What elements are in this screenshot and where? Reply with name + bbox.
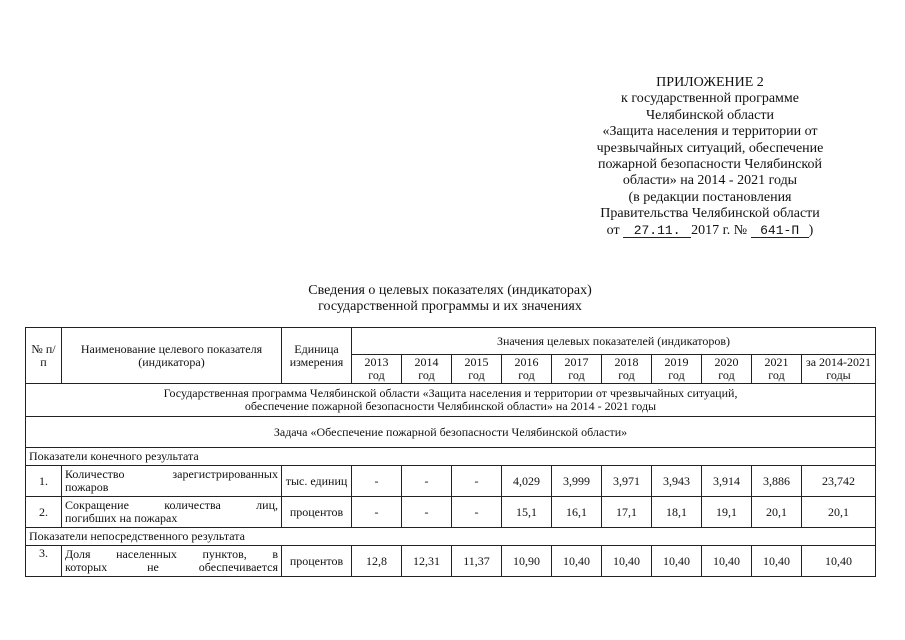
appendix-title: ПРИЛОЖЕНИЕ 2	[656, 75, 764, 90]
row-value: 18,1	[652, 497, 702, 528]
header-year: 2015 год	[452, 355, 502, 384]
row-name-line: Количество зарегистрированных	[65, 467, 278, 481]
section-row	[26, 448, 876, 466]
row-value: 10,40	[602, 546, 652, 577]
row-value-total: 23,742	[802, 466, 876, 497]
row-value: 10,40	[702, 546, 752, 577]
program-row	[26, 384, 876, 417]
row-value: -	[452, 497, 502, 528]
row-name	[62, 546, 282, 577]
document-title	[170, 283, 730, 315]
appendix-line: пожарной безопасности Челябинской	[597, 157, 822, 173]
section-direct-label: Показатели непосредственного результата	[26, 528, 876, 546]
row-value: 10,40	[752, 546, 802, 577]
table-row	[26, 497, 876, 528]
row-value: -	[352, 497, 402, 528]
row-value: 19,1	[702, 497, 752, 528]
row-value: 4,029	[502, 466, 552, 497]
row-value: 17,1	[602, 497, 652, 528]
row-value: 3,971	[602, 466, 652, 497]
row-value: 12,31	[402, 546, 452, 577]
row-value: 3,914	[702, 466, 752, 497]
row-value: -	[352, 466, 402, 497]
header-year: 2014 год	[402, 355, 452, 384]
appendix-line: чрезвычайных ситуаций, обеспечение	[596, 140, 824, 156]
row-value: 15,1	[502, 497, 552, 528]
header-name: Наименование целевого показателя (индикатора)	[62, 328, 282, 384]
row-value-total: 20,1	[802, 497, 876, 528]
row-value: 16,1	[552, 497, 602, 528]
appendix-line: (в редакции постановления	[628, 189, 792, 205]
appendix-header	[560, 75, 860, 239]
row-num: 3.	[26, 546, 62, 577]
header-year: 2013 год	[352, 355, 402, 384]
program-line: обеспечение пожарной безопасности Челябинской области» на 2014 - 2021 годы	[244, 399, 657, 413]
section-row	[26, 528, 876, 546]
header-year: 2018 год	[602, 355, 652, 384]
row-value: 20,1	[752, 497, 802, 528]
header-row	[26, 328, 876, 355]
row-unit: процентов	[282, 497, 352, 528]
date-prefix: от	[606, 222, 620, 238]
appendix-date-line	[560, 223, 860, 239]
row-value: 11,37	[452, 546, 502, 577]
row-name-line: Сокращение количества лиц,	[65, 498, 278, 512]
title-line: Сведения о целевых показателях (индикаторах)	[308, 283, 592, 298]
appendix-line: области» на 2014 - 2021 годы	[622, 173, 798, 189]
row-value: -	[452, 466, 502, 497]
number-value: 641-П	[751, 224, 809, 238]
header-year: 2020 год	[702, 355, 752, 384]
row-value-total: 10,40	[802, 546, 876, 577]
year-text: 2017 г. №	[691, 222, 748, 238]
task-label: Задача «Обеспечение пожарной безопасности Челябинской области»	[26, 417, 876, 448]
row-name-line: Доля населенных пунктов, в	[65, 547, 278, 561]
row-value: -	[402, 497, 452, 528]
section-final-label: Показатели конечного результата	[26, 448, 876, 466]
header-year-total: за 2014-2021 годы	[802, 355, 876, 384]
table-row	[26, 466, 876, 497]
appendix-line: Правительства Челябинской области	[600, 206, 820, 222]
row-name-line: погибших на пожарах	[65, 511, 178, 525]
row-value: -	[402, 466, 452, 497]
row-value: 10,40	[552, 546, 602, 577]
row-name	[62, 466, 282, 497]
appendix-line: Челябинской области	[646, 107, 774, 123]
row-num: 2.	[26, 497, 62, 528]
row-num: 1.	[26, 466, 62, 497]
row-value: 3,886	[752, 466, 802, 497]
header-year: 2016 год	[502, 355, 552, 384]
header-values-group: Значения целевых показателей (индикаторов)	[352, 328, 876, 355]
row-value: 3,999	[552, 466, 602, 497]
header-num: № п/п	[26, 328, 62, 384]
row-value: 10,90	[502, 546, 552, 577]
row-value: 10,40	[652, 546, 702, 577]
row-value: 12,8	[352, 546, 402, 577]
header-year: 2019 год	[652, 355, 702, 384]
table-row	[26, 546, 876, 577]
row-unit: процентов	[282, 546, 352, 577]
header-unit: Единица измерения	[282, 328, 352, 384]
indicators-table	[25, 327, 876, 577]
header-year: 2017 год	[552, 355, 602, 384]
appendix-line: к государственной программе	[621, 91, 799, 107]
title-line: государственной программы и их значениях	[318, 299, 582, 314]
close-paren: )	[808, 222, 814, 238]
row-name	[62, 497, 282, 528]
task-row	[26, 417, 876, 448]
row-value: 3,943	[652, 466, 702, 497]
program-line: Государственная программа Челябинской области «Защита населения и территории от чрезвычайных ситуаций,	[163, 386, 738, 400]
appendix-line: «Защита населения и территории от	[602, 124, 818, 140]
header-year: 2021 год	[752, 355, 802, 384]
row-unit: тыс. единиц	[282, 466, 352, 497]
row-name-line: которых не обеспечивается	[65, 560, 278, 574]
date-value: 27.11.	[623, 224, 691, 238]
row-name-line: пожаров	[65, 480, 109, 494]
